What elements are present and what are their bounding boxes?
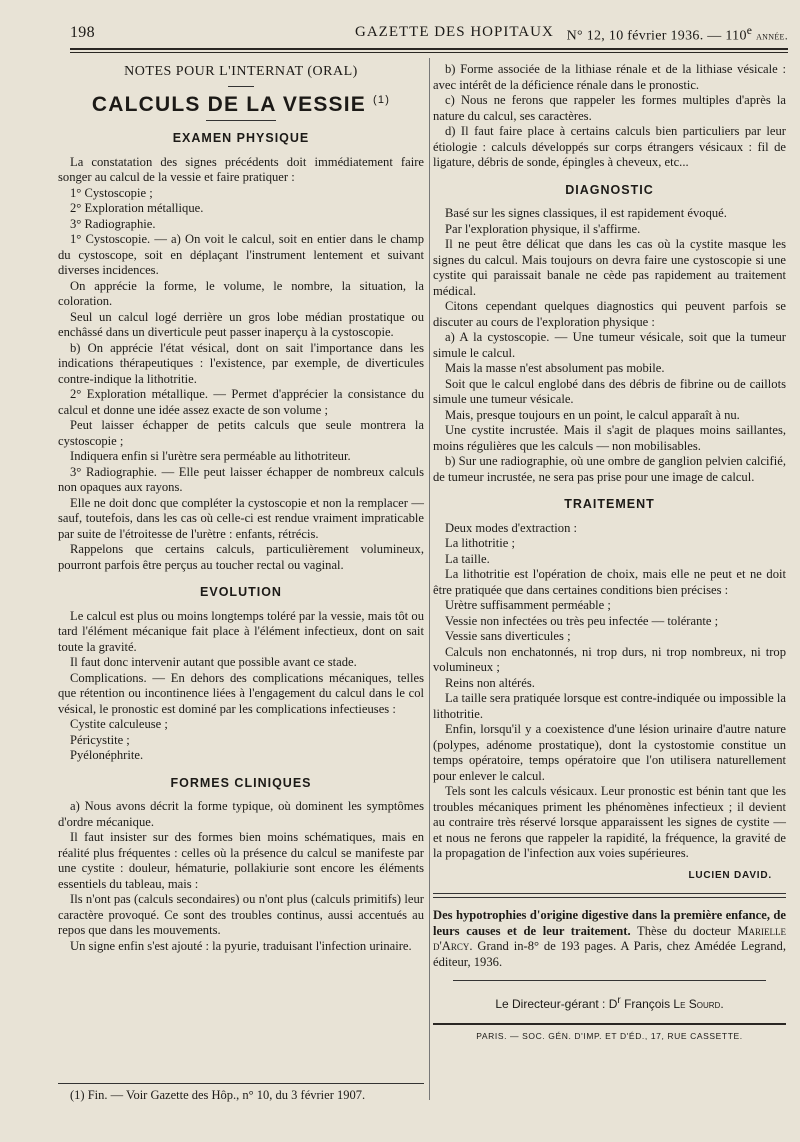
column-divider — [429, 58, 430, 1100]
paragraph: Urètre suffisamment perméable ; — [445, 598, 611, 612]
director-name: Le Sourd — [673, 997, 721, 1011]
paragraph: La lithotritie ; — [445, 536, 515, 550]
article-title — [58, 92, 424, 116]
paragraph: Calculs non enchatonnés, ni trop durs, ni trop nombreux, ni trop volumineux ; — [433, 644, 786, 674]
article-title-text: CALCULS DE LA VESSIE — [91, 92, 366, 116]
paragraph: a) A la cystoscopie. — Une tumeur vésicale, soit que la tumeur simule le calcul. — [433, 330, 786, 360]
paragraph: Il faut insister sur des formes bien moins schématiques, mais en réalité plus fréquentes : celles où la présence du calcul se manifeste par une cystite : douleur, hématurie, pollakiurie sont encore les éléments essentiels du tableau, mais : — [58, 830, 424, 891]
paragraph: b) Sur une radiographie, où une ombre de ganglion pelvien calcifié, de tumeur incrustée, ne sera pas prise pour une image de calcul. — [433, 454, 786, 484]
double-rule — [433, 893, 786, 898]
paragraph: Par l'exploration physique, il s'affirme. — [445, 221, 641, 236]
notice-rule — [453, 980, 766, 981]
paragraph: Le calcul est plus ou moins longtemps toléré par la vessie, mais tôt ou tard l'élément mécanique fait place à l'élément infectieux, dont on sait toute la gravité. — [58, 608, 424, 654]
paragraph: La constatation des signes précédents doit immédiatement faire songer au calcul de la vessie et faire pratiquer : — [58, 154, 424, 184]
issue-date: N° 12, 10 février 1936. — 110 — [566, 28, 747, 44]
director-first: François — [620, 997, 674, 1011]
heading-formes-cliniques: FORMES CLINIQUES — [170, 775, 312, 790]
paragraph: Indiquera enfin si l'urètre sera perméable au lithotriteur. — [70, 449, 351, 463]
heading-traitement: TRAITEMENT — [564, 497, 655, 511]
paragraph: On apprécie la forme, le volume, le nombre, la situation, la coloration. — [58, 278, 424, 308]
paragraph: Basé sur les signes classiques, il est rapidement évoqué. — [445, 206, 727, 220]
heading-diagnostic: DIAGNOSTIC — [565, 182, 654, 197]
paragraph: La taille. — [445, 551, 490, 566]
notice-author-name: Marielle d'Arcy — [433, 923, 787, 953]
paragraph: 3° Radiographie. — Elle peut laisser échapper de nombreux calculs non opaques aux rayons. — [58, 464, 424, 494]
paragraph: La taille sera pratiquée lorsque est contre-indiquée ou impossible la lithotritie. — [433, 691, 786, 721]
paragraph: Enfin, lorsqu'il y a coexistence d'une lésion urinaire d'autre nature (polypes, adénome prostatique), dont la cystostomie constitue un temps opératoire, temps opératoire que l'on utilisera naturellement pour enlever le calcul. — [433, 722, 786, 783]
paragraph: Il ne peut être délicat que dans les cas où la cystite masque les signes du calcul. Mais toujours on devra faire une cystoscopie si une cystite qui paraissait banale ne cède pas rapidement au traitement médical. — [433, 237, 786, 298]
right-column — [433, 62, 786, 1044]
annee-sup: e — [746, 24, 753, 37]
paragraph: 2° Exploration métallique. — [70, 201, 204, 215]
paragraph: Deux modes d'extraction : — [445, 520, 578, 535]
issue-info — [567, 24, 788, 45]
paragraph: Citons cependant quelques diagnostics qui peuvent parfois se discuter au cours de l'exploration physique : — [433, 299, 786, 329]
paragraph: Il faut donc intervenir autant que possible avant ce stade. — [70, 655, 357, 669]
paragraph: Mais la masse n'est absolument pas mobile. — [445, 361, 665, 375]
printer-line: PARIS. — SOC. GÉN. D'IMP. ET D'ÉD., 17, RUE CASSETTE. — [476, 1030, 743, 1041]
annee-label: année. — [756, 28, 788, 43]
paragraph: Un signe enfin s'est ajouté : la pyurie, traduisant l'infection urinaire. — [70, 938, 412, 953]
notes-rule — [228, 86, 254, 87]
paragraph: Une cystite incrustée. Mais il s'agit de plaques moins saillantes, moins régulières que les calculs — non mobilisables. — [433, 423, 786, 453]
paragraph: c) Nous ne ferons que rappeler les formes multiples d'après la nature du calcul, ses caractères. — [433, 93, 786, 123]
paragraph: Pyélonéphrite. — [70, 748, 144, 762]
header-rule-thick — [70, 48, 788, 50]
paragraph: Cystite calculeuse ; — [70, 717, 168, 731]
title-footnote-mark: (1) — [373, 93, 391, 106]
paragraph: 3° Radiographie. — [70, 216, 156, 231]
director-line — [433, 993, 786, 1013]
notice-text-end: . Grand in-8° de 193 pages. A Paris, chez Amédée Legrand, éditeur, 1936. — [433, 939, 786, 969]
paragraph: Ils n'ont pas (calculs secondaires) ou n'ont plus (calculs primitifs) leur caractère provoqué. Ce sont des troubles continus, aussi accentués au repos que dans les mouvements. — [58, 892, 424, 937]
title-rule — [206, 120, 276, 121]
footnote: (1) Fin. — Voir Gazette des Hôp., n° 10, du 3 février 1907. — [70, 1088, 366, 1102]
paragraph: La lithotritie est l'opération de choix, mais elle ne peut et ne doit être pratiquée que dans certaines conditions bien précises : — [433, 567, 786, 597]
paragraph: 2° Exploration métallique. — Permet d'apprécier la consistance du calcul et donne une idée assez exacte de son volume ; — [58, 387, 424, 417]
paragraph: b) Forme associée de la lithiase rénale et de la lithiase vésicale : avec intérêt de la déficience rénale dans le pronostic. — [433, 62, 786, 92]
notice-title: Des hypotrophies d'origine digestive dans la première enfance, de leurs causes et de leur traitement. — [433, 908, 786, 938]
paragraph: Reins non altérés. — [445, 675, 535, 690]
footnote-rule — [58, 1083, 424, 1084]
paragraph: 1° Cystoscopie ; — [70, 185, 153, 200]
paragraph: Mais, presque toujours en un point, le calcul apparaît à nu. — [445, 407, 740, 422]
left-column — [58, 62, 424, 954]
paragraph: Soit que le calcul englobé dans des débris de fibrine ou de caillots simule une tumeur vésicale. — [433, 376, 786, 406]
heading-examen-physique: EXAMEN PHYSIQUE — [172, 131, 310, 145]
paragraph: a) Nous avons décrit la forme typique, où dominent les symptômes d'ordre mécanique. — [58, 799, 424, 829]
director-end: . — [720, 997, 724, 1011]
header-rule-thin — [70, 52, 788, 53]
paragraph: Seul un calcul logé derrière un gros lobe médian prostatique ou enchâssé dans un diverticule peut passer inaperçu à la cystoscopie. — [58, 309, 424, 339]
paragraph: Peut laisser échapper de petits calculs que seule montrera la cystoscopie ; — [58, 418, 424, 448]
page-header — [70, 24, 788, 46]
heading-evolution: EVOLUTION — [200, 585, 282, 599]
paragraph: Péricystite ; — [70, 732, 130, 747]
paragraph: Vessie non infectées ou très peu infectée — tolérante ; — [445, 613, 719, 628]
printer-rule — [433, 1023, 786, 1025]
paragraph: d) Il faut faire place à certains calculs bien particuliers par leur étiologie : calculs développés sur corps étrangers vésicaux : fil de ligature, débris de sonde, épingles à cheveux, etc... — [433, 124, 786, 169]
director-prefix: Le Directeur-gérant : D — [495, 997, 618, 1011]
paragraph: Rappelons que certains calculs, particulièrement volumineux, pourront parfois être perçus au toucher rectal ou vaginal. — [58, 542, 424, 572]
notice-text: Thèse du docteur — [630, 923, 738, 938]
journal-title: GAZETTE DES HOPITAUX — [355, 24, 554, 40]
page-number: 198 — [70, 24, 95, 41]
paragraph: b) On apprécie l'état vésical, dont on sait l'importance dans les indications thérapeutiques : l'existence, par exemple, de diverticules contre-indique la lithotritie. — [58, 340, 424, 386]
paragraph: 1° Cystoscopie. — a) On voit le calcul, soit en entier dans le champ du cystoscope, soit en déplaçant l'instrument lentement et suivant diverses incidences. — [58, 232, 424, 277]
book-notice — [433, 908, 786, 970]
paragraph: Elle ne doit donc que compléter la cystoscopie et non la remplacer — sauf, toutefois, dans les cas où celle-ci est rendue vraiment impraticable par suite de l'étroitesse de l'urètre : enfants, rétrécis. — [58, 495, 424, 541]
director-sup: r — [617, 995, 621, 1006]
section-notes-title: NOTES POUR L'INTERNAT (ORAL) — [124, 64, 358, 79]
paragraph: Complications. — En dehors des complications mécaniques, telles que rétention ou incontinence liées à l'engagement du calcul dans le col vésical, le pronostic est dominé par les complications infectieuses : — [58, 670, 424, 716]
author-signature: LUCIEN DAVID. — [688, 869, 772, 881]
paragraph: Vessie sans diverticules ; — [445, 629, 571, 643]
paragraph: Tels sont les calculs vésicaux. Leur pronostic est bénin tant que les troubles mécaniques priment les phénomènes infectieux ; il devient au contraire très réservé lorsque apparaissent les signes de cystite — et nous ne ferons que rappeler la rapidité, la fréquence, la gravité de la propagation de l'infection aux voies supérieures. — [433, 784, 786, 860]
